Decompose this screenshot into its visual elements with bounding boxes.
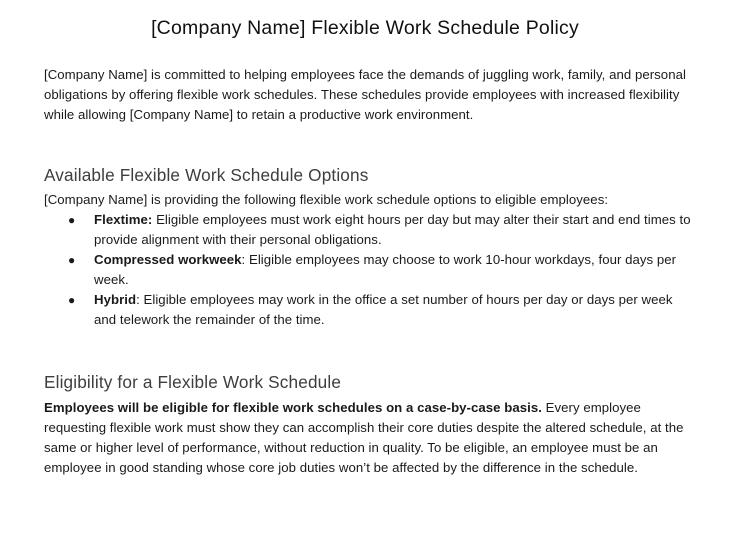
list-item-hybrid	[44, 290, 694, 330]
option-term: Compressed workweek	[94, 252, 242, 267]
option-text: : Eligible employees may work in the office a set number of hours per day or days per week and telework the remainder of the time.	[94, 292, 673, 327]
eligibility-body-text: Every employee requesting flexible work must show they can accomplish their core duties despite the altered schedule, at the same or higher level of performance, without reduction in quality. To be eligible, an employee must be an employee in good standing whose core job duties won’t be affected by the difference in the schedule.	[44, 400, 684, 475]
option-term: Hybrid	[94, 292, 137, 307]
eligibility-paragraph	[44, 398, 694, 478]
list-item-compressed-workweek	[44, 250, 694, 290]
options-lead-paragraph: [Company Name] is providing the following flexible work schedule options to eligible employees:	[44, 192, 609, 207]
option-text: : Eligible employees may choose to work 10-hour workdays, four days per week.	[94, 252, 677, 287]
option-text: Eligible employees must work eight hours per day but may alter their start and end times to provide alignment with their personal obligations.	[94, 212, 691, 247]
options-list	[44, 210, 730, 330]
option-term: Flextime:	[94, 212, 153, 227]
list-item-flextime	[44, 210, 694, 250]
options-heading: Available Flexible Work Schedule Options	[44, 165, 369, 185]
eligibility-bold-lead: Employees will be eligible for flexible work schedules on a case-by-case basis.	[44, 400, 542, 415]
bullet-icon: ●	[68, 253, 76, 267]
document-title: [Company Name] Flexible Work Schedule Policy	[151, 17, 579, 39]
intro-paragraph: [Company Name] is committed to helping employees face the demands of juggling work, family, and personal obligations by offering flexible work schedules. These schedules provide employees with increased flexibility while allowing [Company Name] to retain a productive work environment.	[44, 67, 686, 122]
bullet-icon: ●	[68, 293, 76, 307]
bullet-icon: ●	[68, 213, 76, 227]
eligibility-heading: Eligibility for a Flexible Work Schedule	[44, 372, 342, 392]
